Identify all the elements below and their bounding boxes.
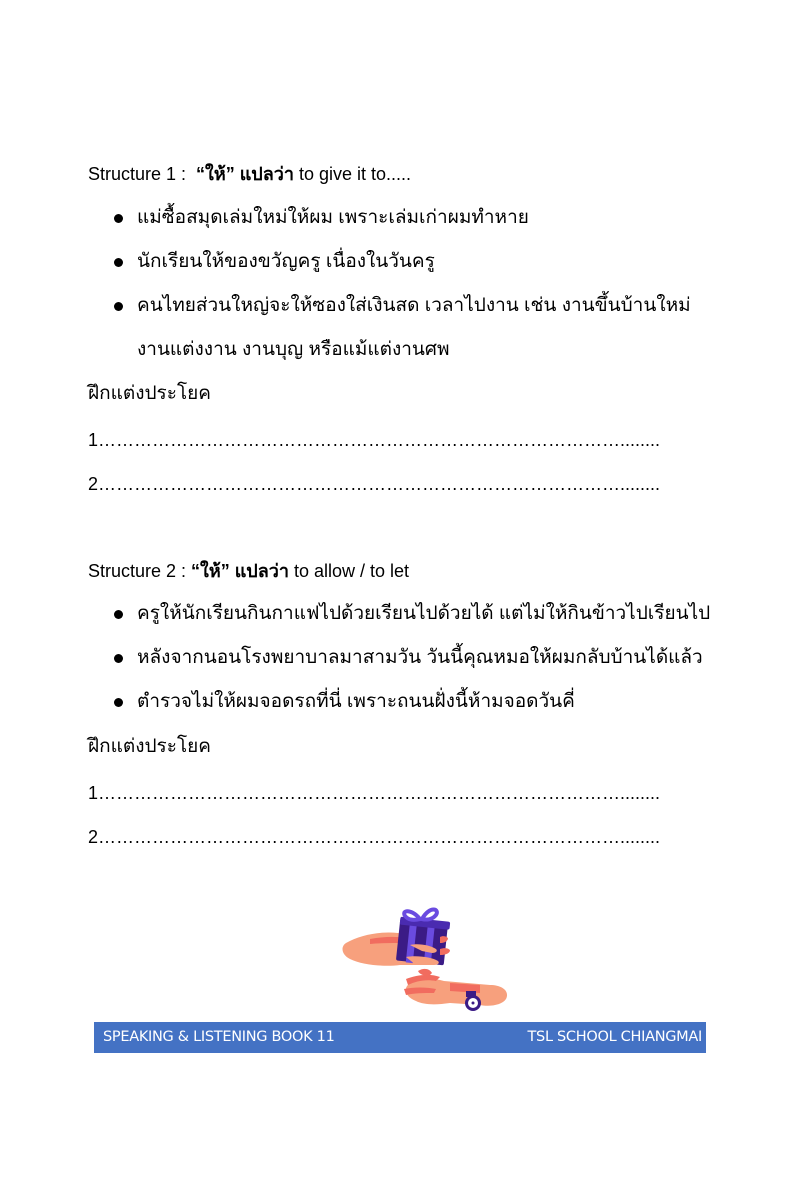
example-text: หลังจากนอนโรงพยาบาลมาสามวัน วันนี้คุณหมอให้ผมกลับบ้านได้แล้ว xyxy=(137,647,703,668)
structure-1-practice-label: ฝึกแต่งประโยค xyxy=(88,383,212,404)
book-title: SPEAKING & LISTENING BOOK 11 xyxy=(103,1029,335,1045)
structure-1-heading-suffix: to give it to..... xyxy=(293,164,412,184)
example-item xyxy=(88,284,691,328)
dotted-answer-line: ……………………………………………………………………………........ xyxy=(98,827,661,847)
line-number: 1 xyxy=(88,783,99,803)
structure-2-examples xyxy=(88,592,710,724)
footer-band xyxy=(94,1022,706,1053)
example-text: แม่ซื้อสมุดเล่มใหม่ให้ผม เพราะเล่มเก่าผมทำหาย xyxy=(137,207,529,228)
bullet-icon xyxy=(114,654,123,663)
structure-2-practice-line-1[interactable] xyxy=(88,781,670,805)
example-item xyxy=(88,636,710,680)
line-number: 1 xyxy=(88,430,99,450)
structure-2-heading xyxy=(88,559,409,583)
structure-1-heading-thai: “ให้” แปลว่า xyxy=(196,164,294,184)
structure-2-heading-prefix: Structure 2 : xyxy=(88,561,192,581)
structure-1-heading xyxy=(88,162,411,186)
dotted-answer-line: ……………………………………………………………………………........ xyxy=(98,474,661,494)
bullet-icon xyxy=(114,258,123,267)
example-text: นักเรียนให้ของขวัญครู เนื่องในวันครู xyxy=(137,251,435,272)
example-item xyxy=(88,240,691,284)
bullet-icon xyxy=(114,214,123,223)
structure-1-practice-line-2[interactable] xyxy=(88,472,670,496)
answer-input[interactable] xyxy=(102,428,668,452)
dotted-answer-line: ……………………………………………………………………………........ xyxy=(98,783,661,803)
structure-2-practice-line-2[interactable] xyxy=(88,825,670,849)
answer-input[interactable] xyxy=(102,781,668,805)
structure-2-practice-label: ฝึกแต่งประโยค xyxy=(88,736,212,757)
dotted-answer-line: ……………………………………………………………………………........ xyxy=(98,430,661,450)
example-item xyxy=(88,680,710,724)
example-text: ครูให้นักเรียนกินกาแฟไปด้วยเรียนไปด้วยได้ แต่ไม่ให้กินข้าวไปเรียนไป xyxy=(137,603,711,624)
line-number: 2 xyxy=(88,474,99,494)
example-item-continuation xyxy=(88,328,691,372)
structure-2-heading-thai: “ให้” แปลว่า xyxy=(191,561,289,581)
structure-1-heading-prefix: Structure 1 : xyxy=(88,164,197,184)
bullet-icon xyxy=(114,302,123,311)
example-text: ตำรวจไม่ให้ผมจอดรถที่นี่ เพราะถนนฝั่งนี้ห้ามจอดวันคี่ xyxy=(137,691,575,712)
line-number: 2 xyxy=(88,827,99,847)
school-name: TSL SCHOOL CHIANGMAI xyxy=(527,1029,702,1045)
example-text: งานแต่งงาน งานบุญ หรือแม้แต่งานศพ xyxy=(137,339,450,360)
structure-1-practice-line-1[interactable] xyxy=(88,428,670,452)
gift-giving-hands-icon xyxy=(340,905,520,1020)
example-item xyxy=(88,196,691,240)
bullet-icon xyxy=(114,610,123,619)
example-item xyxy=(88,592,710,636)
example-text: คนไทยส่วนใหญ่จะให้ซองใส่เงินสด เวลาไปงาน เช่น งานขึ้นบ้านใหม่ xyxy=(137,295,691,316)
answer-input[interactable] xyxy=(102,472,668,496)
structure-1-examples xyxy=(88,196,691,372)
bullet-icon xyxy=(114,698,123,707)
answer-input[interactable] xyxy=(102,825,668,849)
structure-2-heading-suffix: to allow / to let xyxy=(288,561,410,581)
